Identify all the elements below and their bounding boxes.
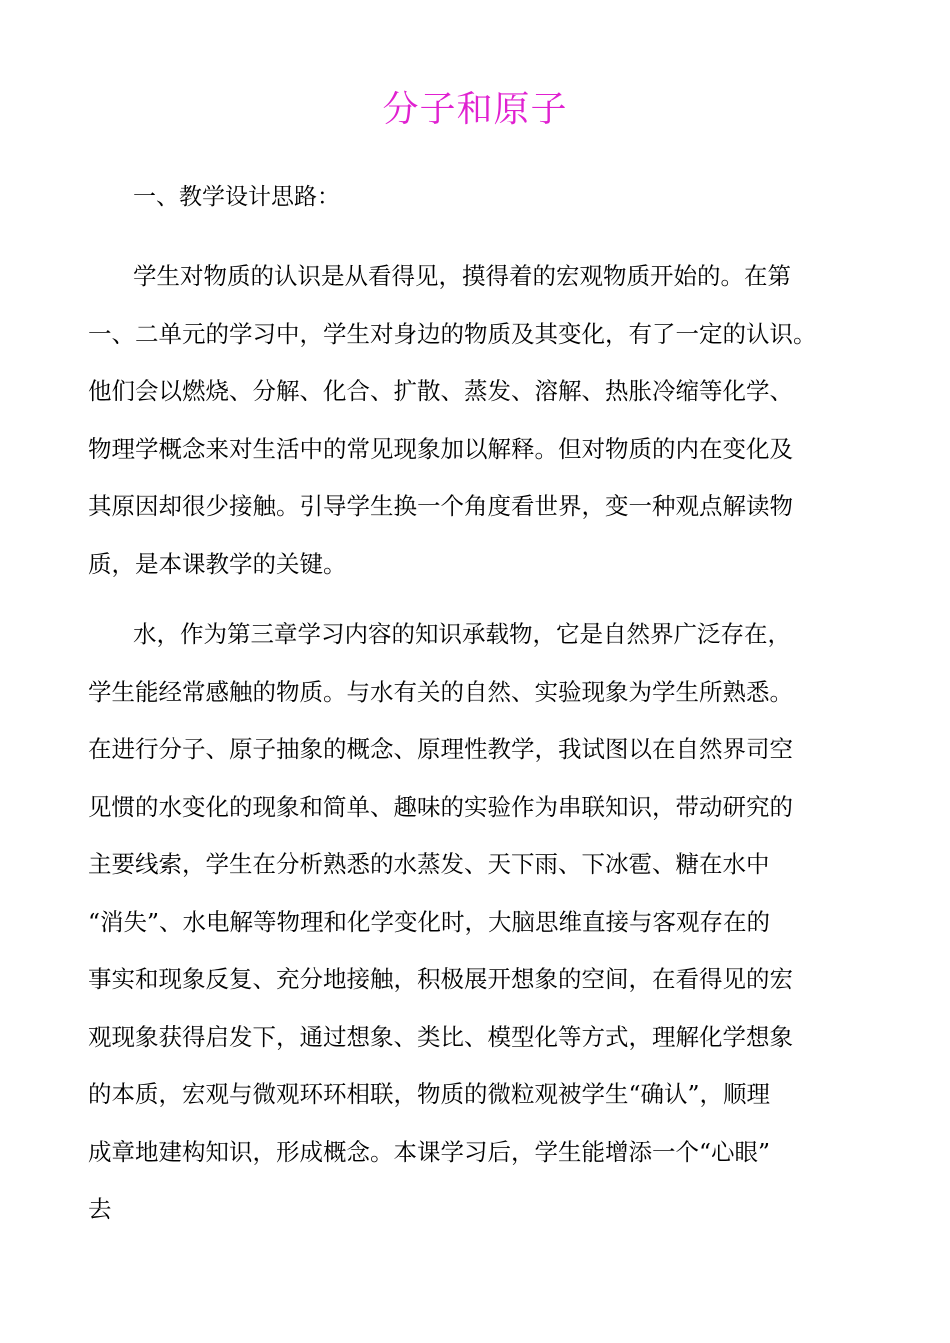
paragraph-line: 主要线索，学生在分析熟悉的水蒸发、天下雨、下冰雹、糖在水中 — [88, 850, 770, 878]
paragraph-line: 事实和现象反复、充分地接触，积极展开想象的空间，在看得见的宏 — [88, 965, 793, 993]
paragraph-line: 他们会以燃烧、分解、化合、扩散、蒸发、溶解、热胀冷缩等化学、 — [88, 377, 793, 405]
paragraph-line: 去 — [88, 1195, 112, 1223]
paragraph-water-approach — [88, 606, 888, 1239]
paragraph-line: “消失”、水电解等物理和化学变化时，大脑思维直接与客观存在的 — [88, 907, 771, 936]
paragraph-design-intro — [88, 248, 888, 593]
paragraph-line: 其原因却很少接触。引导学生换一个角度看世界，变一种观点解读物 — [88, 492, 793, 520]
paragraph-line: 学生能经常感触的物质。与水有关的自然、实验现象为学生所熟悉。 — [88, 677, 793, 706]
paragraph-line: 见惯的水变化的现象和简单、趣味的实验作为串联知识，带动研究的 — [88, 792, 793, 821]
paragraph-line: 物理学概念来对生活中的常见现象加以解释。但对物质的内在变化及 — [88, 434, 793, 463]
paragraph-line: 质，是本课教学的关键。 — [88, 549, 347, 578]
paragraph-line: 一、二单元的学习中，学生对身边的物质及其变化，有了一定的认识。 — [88, 319, 817, 348]
paragraph-line: 学生对物质的认识是从看得见，摸得着的宏观物质开始的。在第 — [133, 262, 791, 290]
document-title: 分子和原子 — [382, 89, 568, 130]
paragraph-line: 水，作为第三章学习内容的知识承载物，它是自然界广泛存在， — [133, 620, 791, 648]
paragraph-line: 的本质，宏观与微观环环相联，物质的微粒观被学生“确认”，顺理 — [88, 1080, 771, 1108]
paragraph-line: 成章地建构知识，形成概念。本课学习后，学生能增添一个“心眼” — [88, 1137, 771, 1166]
section-heading: 一、教学设计思路： — [133, 184, 340, 210]
paragraph-line: 在进行分子、原子抽象的概念、原理性教学，我试图以在自然界司空 — [88, 735, 793, 763]
paragraph-line: 观现象获得启发下，通过想象、类比、模型化等方式，理解化学想象 — [88, 1022, 793, 1051]
